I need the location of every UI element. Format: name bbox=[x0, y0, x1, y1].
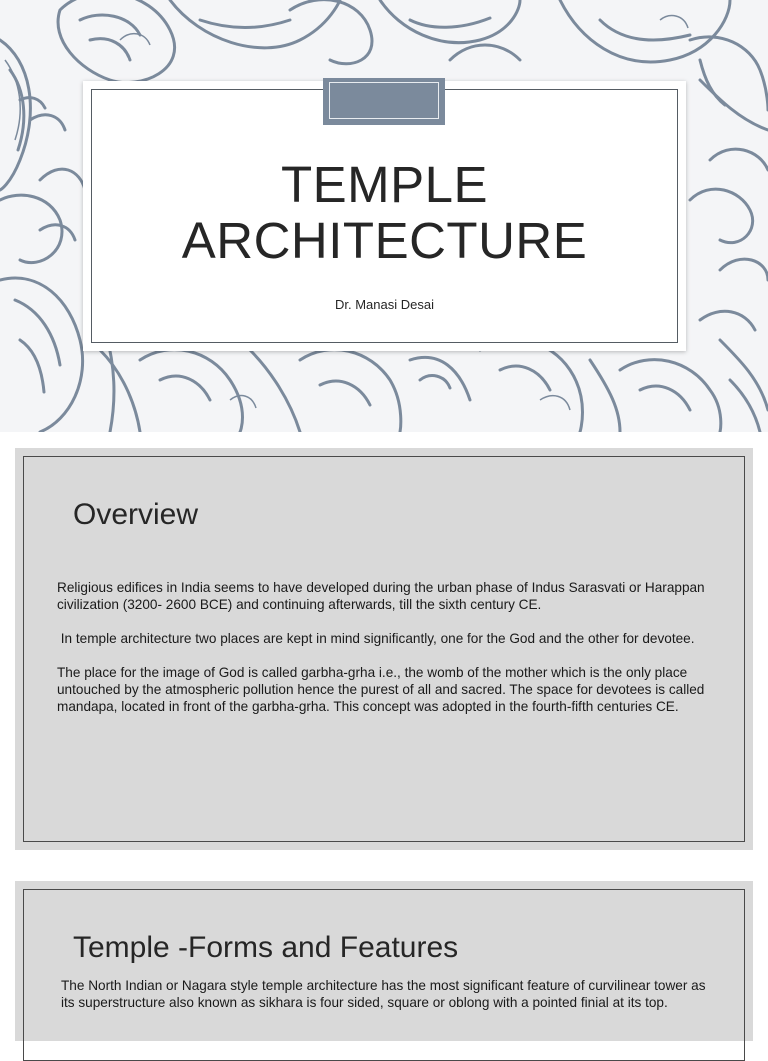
forms-features-heading: Temple -Forms and Features bbox=[73, 931, 459, 964]
title-tab-decoration bbox=[323, 78, 445, 125]
main-title bbox=[83, 157, 686, 269]
main-title-line-2: ARCHITECTURE bbox=[181, 212, 588, 269]
title-tab-inner-border bbox=[329, 82, 439, 119]
main-title-line-1: TEMPLE bbox=[280, 156, 489, 213]
overview-paragraph-1: Religious edifices in India seems to have developed during the urban phase of Indus Sarasvati or Harappan civilization (3200- 2600 BCE) and continuing afterwards, till the sixth century CE. bbox=[57, 580, 705, 612]
overview-paragraph-3: The place for the image of God is called garbha-grha i.e., the womb of the mother which is the only place untouched by the atmospheric pollution hence the purest of all and sacred. The space for devotees is called mandapa, located in front of the garbha-grha. This concept was adopted in the fourth-fifth centuries CE. bbox=[57, 665, 705, 714]
forms-features-body bbox=[61, 977, 721, 1028]
title-slide bbox=[0, 0, 768, 432]
forms-features-frame bbox=[23, 889, 745, 1061]
overview-paragraph-2: In temple architecture two places are kept in mind significantly, one for the God and the other for devotee. bbox=[57, 631, 695, 646]
forms-features-slide bbox=[15, 881, 753, 1041]
overview-heading: Overview bbox=[73, 498, 199, 531]
title-card bbox=[83, 81, 686, 351]
author-name: Dr. Manasi Desai bbox=[335, 297, 434, 312]
forms-features-paragraph: The North Indian or Nagara style temple architecture has the most significant feature of curvilinear tower as its superstructure also known as sikhara is four sided, square or oblong with a pointed finial at its top. bbox=[61, 978, 706, 1010]
overview-slide bbox=[15, 448, 753, 850]
overview-body bbox=[57, 579, 717, 732]
